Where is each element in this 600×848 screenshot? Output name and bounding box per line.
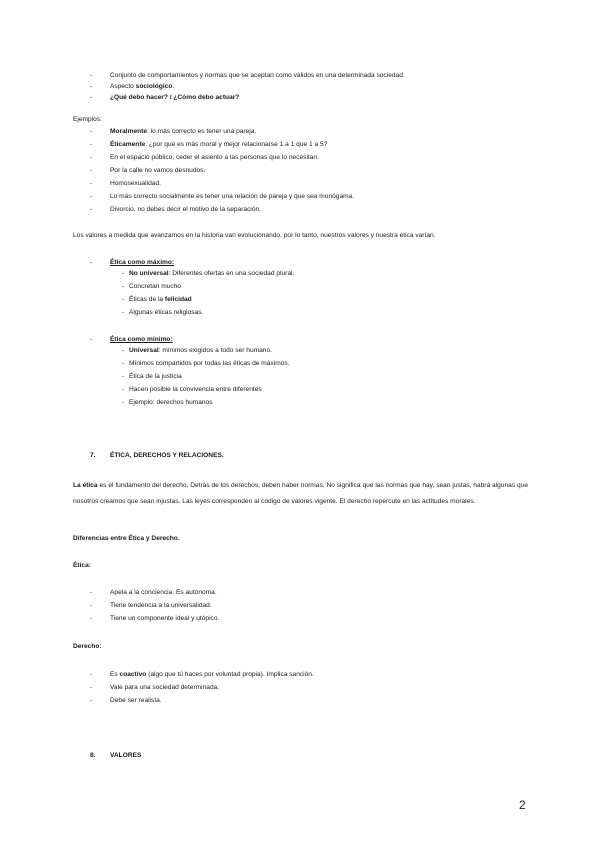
list-item [0,373,600,386]
list-item-text [110,154,319,163]
bullet-dash: - [122,386,125,393]
list-item-text [110,72,405,81]
bullet-dash: - [90,671,93,678]
list-item [0,615,600,628]
bullet-dash: - [122,309,125,316]
list-item-post: Vale para una sociedad determinada. [110,684,220,691]
etica-paragraph-text: es el fundamento del derecho. Detrás de los derechos, deben haber normas. No significa que las normas que hay, sean justas, habrá algunas que nosotros creamos que sean injustas. Las leyes corresponden al código de valores vigente. El derecho repercute en las actitudes morales. [73,482,528,505]
bullet-dash: - [90,684,93,691]
list-item-text [129,296,192,305]
section-title: ÉTICA, DERECHOS Y RELACIONES. [110,452,224,459]
bullet-dash: - [90,167,93,174]
list-item [0,83,600,94]
list-item-bold: sociológico [135,83,173,90]
list-item-text [110,180,161,189]
list-item-bold: felicidad [164,296,192,303]
etica-maximo-list [0,270,600,322]
list-item-post: Mínimos compartidos por todas las éticas de máximos. [129,360,290,367]
list-item-post: Hacen posible la convivencia entre diferentes [129,386,262,393]
list-item-pre: Aspecto [110,83,136,90]
list-item-post: Tiene tendencia a la universalidad. [110,602,212,609]
list-item-bold: Éticamente [110,141,146,148]
etica-minimo-title: Ética como mínimo: [110,336,173,343]
etica-paragraph-bold: La ética [73,482,98,489]
etica-minimo-list [0,347,600,412]
list-item-pre: Éticas de la [129,296,165,303]
list-item-bold: coactivo [119,671,147,678]
bullet-dash: - [90,697,93,704]
list-item [0,270,600,283]
page-number: 2 [519,798,526,812]
valores-paragraph: Los valores a medida que avanzamos en la historia van evolucionando, por lo tanto, nuestros valores y nuestra ética varían. [73,232,436,239]
list-item-text [110,671,314,680]
list-item-text [110,602,212,611]
ejemplos-list [0,128,600,219]
list-item-post: Lo más correcto socialmente es tener una relación de pareja y que sea monógama. [110,193,355,200]
diferencias-heading: Diferencias entre Ética y Derecho. [73,535,180,542]
bullet-dash: - [90,259,93,266]
list-item [0,296,600,309]
list-item [0,671,600,684]
list-item-text [110,684,219,693]
list-item [0,386,600,399]
derecho-list [0,671,600,710]
list-item-post: Homosexualidad. [110,180,161,187]
list-item [0,589,600,602]
etica-heading: Ética: [73,562,91,569]
list-item-post: : mínimos exigidos a todo ser humano. [158,347,272,354]
list-item-text [129,373,182,382]
list-item-bold: Moralmente [110,128,148,135]
derecho-heading: Derecho: [73,643,102,650]
list-item-post: Apela a la conciencia. Es autónoma. [110,589,217,596]
list-item-text [129,283,181,292]
bullet-dash: - [90,206,93,213]
list-item-text [110,141,327,150]
list-item-text [110,615,219,624]
list-item [0,206,600,219]
list-item-bold: No universal [129,270,169,277]
list-item-text [110,697,162,706]
etica-paragraph [73,478,528,510]
list-item-text [110,589,217,598]
list-item-post: Algunas éticas religiosas. [129,309,204,316]
bullet-dash: - [122,283,125,290]
list-item-text [129,270,294,279]
bullet-dash: - [122,399,125,406]
bullet-dash: - [90,128,93,135]
bullet-dash: - [90,589,93,596]
list-item [0,193,600,206]
list-item-text [129,309,203,318]
list-item-post: Conjunto de comportamientos y normas que se aceptan como válidos en una determinada sociedad. [110,72,405,79]
list-item-text [110,94,239,103]
etica-maximo-title: Ética como máximo: [110,259,175,266]
list-item [0,154,600,167]
list-item [0,684,600,697]
bullet-dash: - [90,154,93,161]
bullet-dash: - [90,94,93,101]
list-item [0,360,600,373]
list-item [0,141,600,154]
bullet-dash: - [90,72,93,79]
bullet-dash: - [122,347,125,354]
list-item-post: En el espacio público, ceder el asiento a las personas que lo necesitan. [110,154,319,161]
bullet-dash: - [122,270,125,277]
list-item [0,347,600,360]
list-item-post: Divorcio, no debes decir el motivo de la separación. [110,206,262,213]
list-item-text [129,399,213,408]
bullet-dash: - [122,373,125,380]
list-item-bold: Universal [129,347,159,354]
list-item-bold: ¿Qué debo hacer? / ¿Cómo debo actuar? [110,94,240,101]
list-item-text [110,206,261,215]
list-item-pre: Es [110,671,120,678]
list-item-post: Tiene un componente ideal y utópico. [110,615,220,622]
list-item [0,399,600,412]
list-item-text [110,128,256,137]
section-number: 7. [90,452,96,459]
bullet-dash: - [122,360,125,367]
list-item-text [110,193,354,202]
list-item-post: : lo más correcto es tener una pareja. [147,128,257,135]
list-item-text [110,83,174,92]
list-top [0,72,600,105]
list-item [0,309,600,322]
list-item [0,180,600,193]
list-item [0,94,600,105]
list-item [0,167,600,180]
bullet-dash: - [90,141,93,148]
bullet-dash: - [90,336,93,343]
bullet-dash: - [90,615,93,622]
list-item-post: : ¿por qué es más moral y mejor relacionarse 1 a 1 que 1 a 5? [145,141,328,148]
list-item-text [129,347,272,356]
list-item-text [129,386,262,395]
list-item [0,283,600,296]
list-item [0,128,600,141]
list-item-post: Debe ser realista. [110,697,162,704]
list-item-post: . [172,83,175,90]
bullet-dash: - [122,296,125,303]
bullet-dash: - [90,602,93,609]
section-title: VALORES [110,752,142,759]
section-number: 8. [90,752,96,759]
bullet-dash: - [90,180,93,187]
list-item-post: Concretan mucho [129,283,182,290]
list-item [0,602,600,615]
list-item-post: Por la calle no vamos desnudos. [110,167,206,174]
list-item [0,72,600,83]
ejemplos-label: Ejemplos: [73,116,102,123]
list-item-post: Ética de la justicia [129,373,182,380]
list-item-post: Ejemplo: derechos humanos [129,399,213,406]
list-item-post: (algo que tú haces por voluntad propia). Implica sanción. [146,671,314,678]
list-item [0,697,600,710]
bullet-dash: - [90,193,93,200]
bullet-dash: - [90,83,93,90]
list-item-text [110,167,205,176]
list-item-post: : Diferentes ofertas en una sociedad plural. [168,270,295,277]
list-item-text [129,360,290,369]
etica-list [0,589,600,628]
